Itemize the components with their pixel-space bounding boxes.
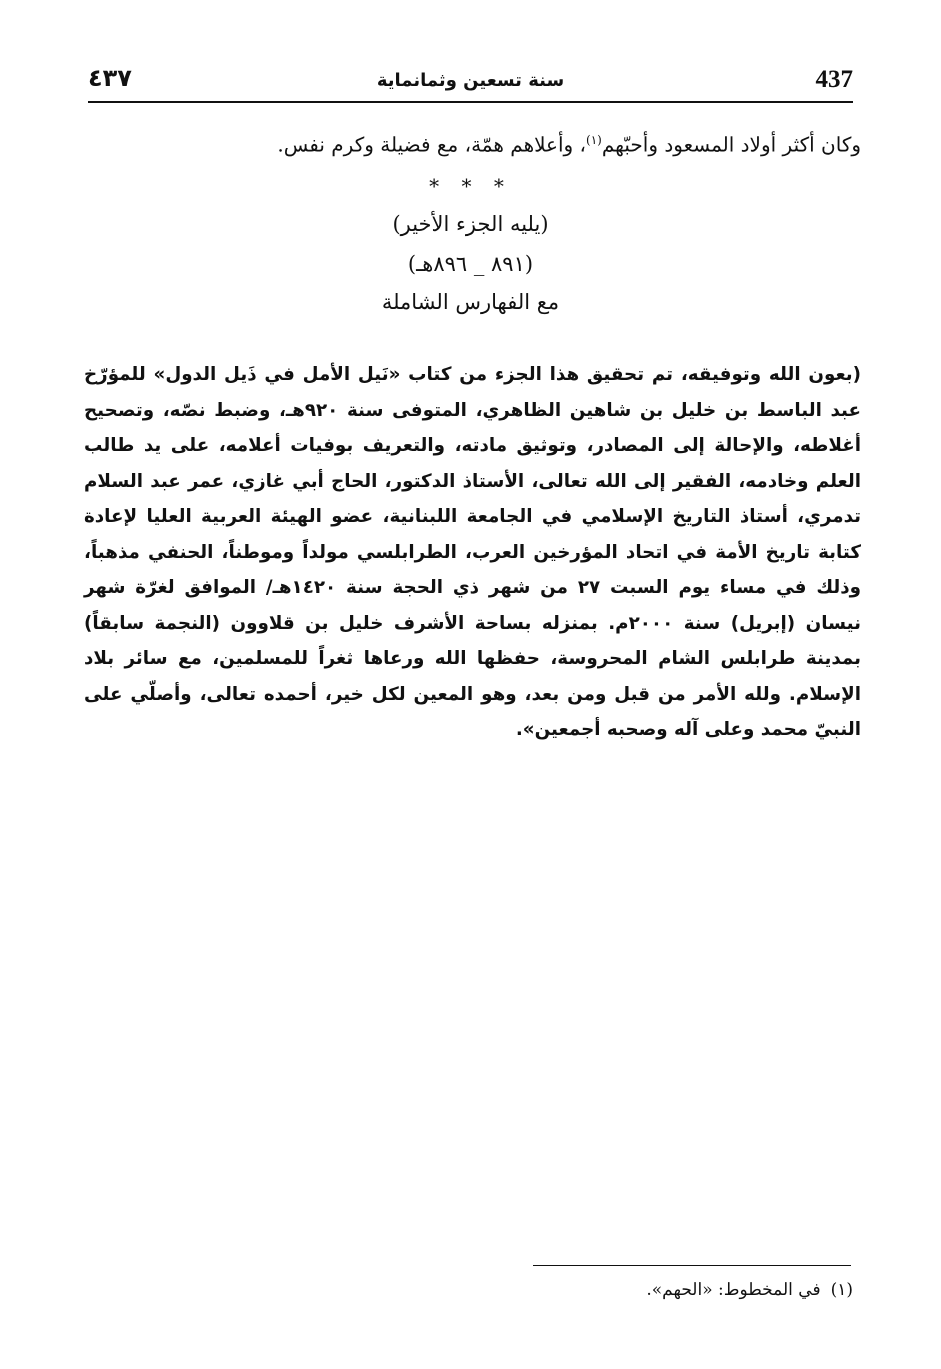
running-head: سنة تسعين وثمانماية: [376, 70, 565, 91]
footnote: [200, 1280, 853, 1300]
closing-text-start: وكان أكثر أولاد المسعود وأحبّهم: [601, 132, 861, 157]
continuation-years: (٨٩١ _ ٨٩٦هـ): [407, 252, 534, 276]
page-number-latin: 437: [815, 66, 853, 93]
closing-text-end: ، وأعلاهم همّة، مع فضيلة وكرم نفس.: [277, 132, 587, 157]
continuation-note: (يليه الجزء الأخير): [392, 212, 549, 236]
footnote-text: في المخطوط: «الحهم».: [646, 1280, 821, 1300]
footnote-marker: (١): [830, 1280, 853, 1300]
footnote-reference: (١): [586, 133, 602, 147]
closing-sentence: [135, 124, 861, 161]
continuation-indexes: مع الفهارس الشاملة: [381, 290, 560, 314]
footnote-rule: [533, 1265, 851, 1266]
colophon-paragraph: (بعون الله وتوفيقه، تم تحقيق هذا الجزء من كتاب «نَيل الأمل في ذَيل الدول» للمؤرّخ عبد الباسط بن خليل بن شاهين الظاهري، المتوفى سنة ٩٢٠هـ، وضبط نصّه، وتصحيح أغلاطه، والإحالة إلى المصادر، وتوثيق مادته، والتعريف بوفيات أعلامه، على يد طالب العلم وخادمه، الفقير إلى الله تعالى، الأستاذ الدكتور، الحاج أبي غازي، عمر عبد السلام تدمري، أستاذ التاريخ الإسلامي في الجامعة اللبنانية، عضو الهيئة العربية العليا لإعادة كتابة تاريخ الأمة في اتحاد المؤرخين العرب، الطرابلسي مولداً وموطناً، الحنفي مذهباً، وذلك في مساء يوم السبت ٢٧ من شهر ذي الحجة سنة ١٤٢٠هـ/ الموافق لغرّة شهر نيسان (إبريل) سنة ٢٠٠٠م. بمنزله بساحة الأشرف خليل بن قلاوون (النجمة سابقاً) بمدينة طرابلس الشام المحروسة، حفظها الله ورعاها ثغراً للمسلمين، مع سائر بلاد الإسلام. ولله الأمر من قبل ومن بعد، وهو المعين لكل خير، أحمده تعالى، وأصلّي على النبيّ محمد وعلى آله وصحبه أجمعين».: [84, 364, 862, 740]
section-divider: * * *: [429, 174, 512, 198]
page-number-arabic: ٤٣٧: [88, 64, 132, 92]
header-rule: [88, 101, 853, 103]
page-header: [88, 64, 853, 98]
